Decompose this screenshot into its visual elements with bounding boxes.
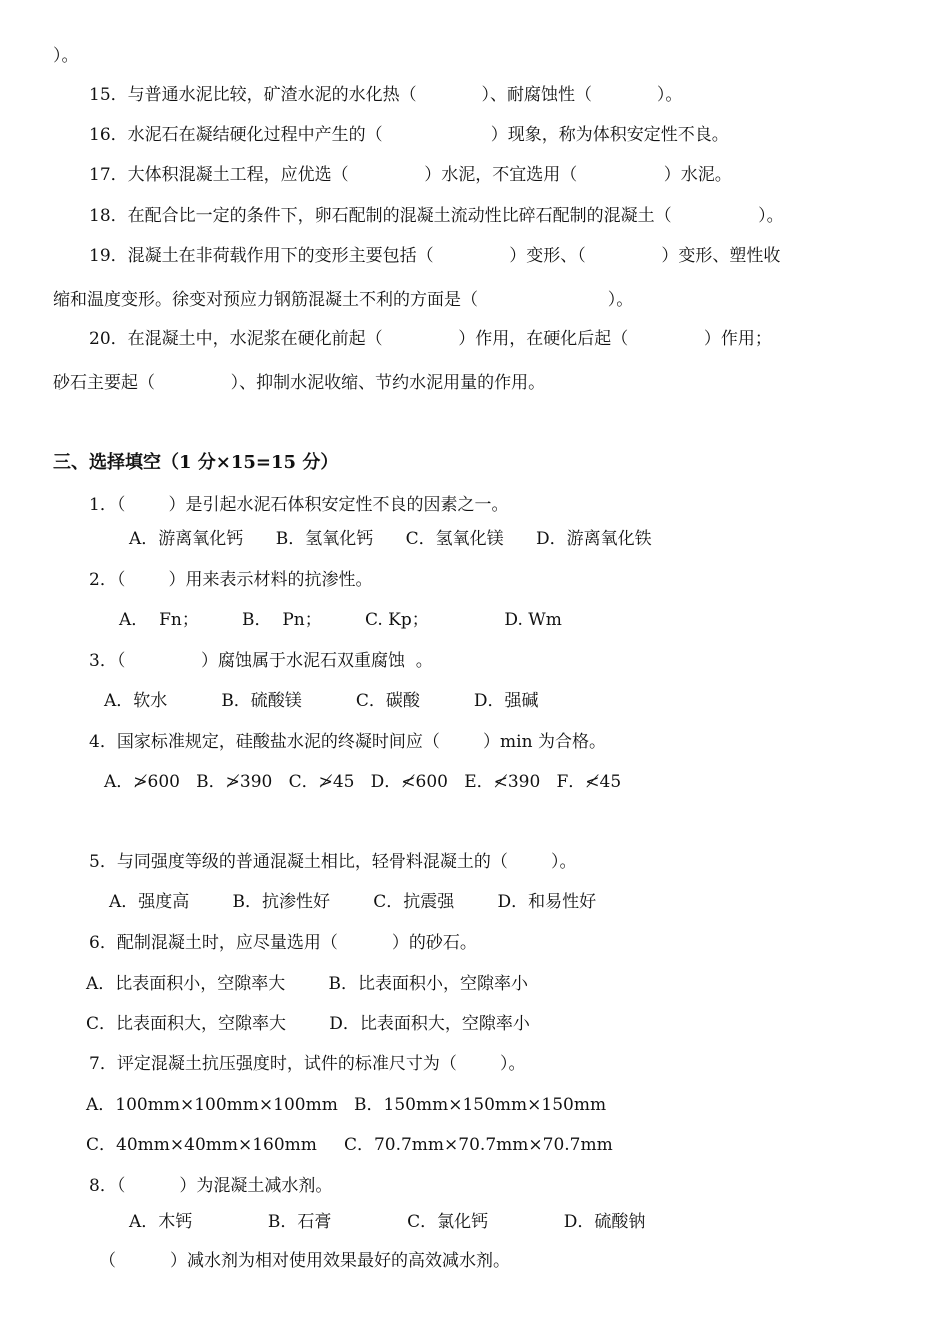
question-20-line-2: 砂石主要起（ ）、抑制水泥收缩、节约水泥用量的作用。 [53, 373, 546, 393]
question-18: 18．在配合比一定的条件下，卵石配制的混凝土流动性比碎石配制的混凝土（ ）。 [89, 206, 784, 226]
choice-q5: 5．与同强度等级的普通混凝土相比，轻骨料混凝土的（ ）。 [89, 852, 577, 872]
choice-q7: 7．评定混凝土抗压强度时，试件的标准尺寸为（ ）。 [89, 1054, 526, 1074]
choice-q1-options: A．游离氧化钙 B．氢氧化钙 C．氢氧化镁 D．游离氧化铁 [129, 529, 652, 549]
choice-q2-options: A． Fn； B． Pn； C. Kp； D. Wm [119, 610, 562, 630]
fill-tail: ）。 [53, 46, 79, 66]
question-17: 17．大体积混凝土工程，应优选（ ）水泥，不宜选用（ ）水泥。 [89, 165, 732, 185]
section-title: 三、选择填空（1 分×15=15 分） [53, 452, 339, 473]
choice-q1: 1．（ ）是引起水泥石体积安定性不良的因素之一。 [89, 495, 509, 515]
choice-q3-options: A．软水 B．硫酸镁 C．碳酸 D．强碱 [104, 691, 539, 711]
question-15: 15．与普通水泥比较，矿渣水泥的水化热（ ）、耐腐蚀性（ ）。 [89, 85, 683, 105]
choice-q7-options-b: C．40mm×40mm×160mm C．70.7mm×70.7mm×70.7mm [86, 1135, 613, 1155]
choice-q2: 2．（ ）用来表示材料的抗渗性。 [89, 570, 373, 590]
choice-q6-options-a: A．比表面积小，空隙率大 B．比表面积小，空隙率小 [86, 974, 528, 994]
choice-q8: 8．（ ）为混凝土减水剂。 [89, 1176, 333, 1196]
choice-q5-options: A．强度高 B．抗渗性好 C．抗震强 D．和易性好 [109, 892, 597, 912]
choice-q6-options-b: C．比表面积大，空隙率大 D．比表面积大，空隙率小 [86, 1014, 530, 1034]
choice-q4-options: A．≯600 B．≯390 C．≯45 D．≮600 E．≮390 F．≮45 [104, 772, 622, 792]
question-16: 16．水泥石在凝结硬化过程中产生的（ ）现象，称为体积安定性不良。 [89, 125, 729, 145]
choice-q7-options-a: A．100mm×100mm×100mm B．150mm×150mm×150mm [86, 1095, 607, 1115]
choice-q9: （ ）减水剂为相对使用效果最好的高效减水剂。 [99, 1251, 511, 1271]
question-19-line-1: 19．混凝土在非荷载作用下的变形主要包括（ ）变形、（ ）变形、塑性收 [89, 246, 781, 266]
choice-q3: 3．（ ）腐蚀属于水泥石双重腐蚀 。 [89, 651, 433, 671]
question-20-line-1: 20．在混凝土中，水泥浆在硬化前起（ ）作用，在硬化后起（ ）作用； [89, 329, 772, 349]
question-19-line-2: 缩和温度变形。徐变对预应力钢筋混凝土不利的方面是（ ）。 [53, 290, 634, 310]
choice-q4: 4．国家标准规定，硅酸盐水泥的终凝时间应（ ）min 为合格。 [89, 732, 606, 752]
choice-q6: 6．配制混凝土时，应尽量选用（ ）的砂石。 [89, 933, 477, 953]
choice-q8-options: A．木钙 B．石膏 C．氯化钙 D．硫酸钠 [129, 1212, 646, 1232]
